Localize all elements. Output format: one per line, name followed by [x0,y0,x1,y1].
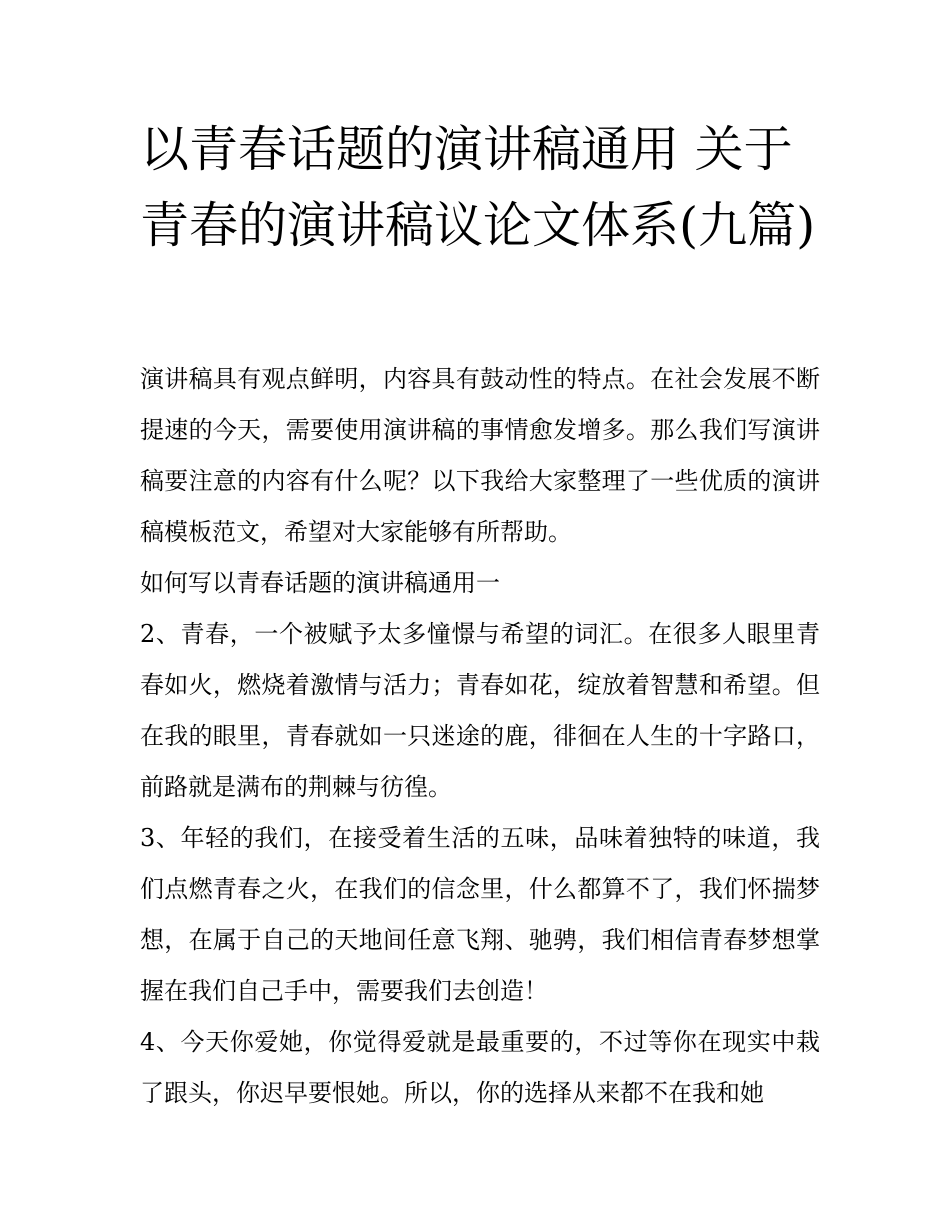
paragraph-item-4: 4、今天你爱她，你觉得爱就是最重要的，不过等你在现实中栽了跟头，你迟早要恨她。所以，你的选择从来都不在我和她 [140,1028,820,1107]
document-title: 以青春话题的演讲稿通用 关于青春的演讲稿议论文体系(九篇) [140,121,816,254]
paragraph-item-2: 2、青春，一个被赋予太多憧憬与希望的词汇。在很多人眼里青春如火，燃烧着激情与活力；青春如花，绽放着智慧和希望。但在我的眼里，青春就如一只迷途的鹿，徘徊在人生的十字路口，前路就是满布的荆棘与彷徨。 [140,620,820,801]
section-heading: 如何写以青春话题的演讲稿通用一 [140,569,500,597]
paragraph-item-3: 3、年轻的我们，在接受着生活的五味，品味着独特的味道，我们点燃青春之火，在我们的信念里，什么都算不了，我们怀揣梦想，在属于自己的天地间任意飞翔、驰骋，我们相信青春梦想掌握在我们自己手中，需要我们去创造！ [140,824,820,1005]
document-body [140,354,820,1119]
intro-paragraph: 演讲稿具有观点鲜明，内容具有鼓动性的特点。在社会发展不断提速的今天，需要使用演讲稿的事情愈发增多。那么我们写演讲稿要注意的内容有什么呢？以下我给大家整理了一些优质的演讲稿模板范文，希望对大家能够有所帮助。 [140,365,820,546]
